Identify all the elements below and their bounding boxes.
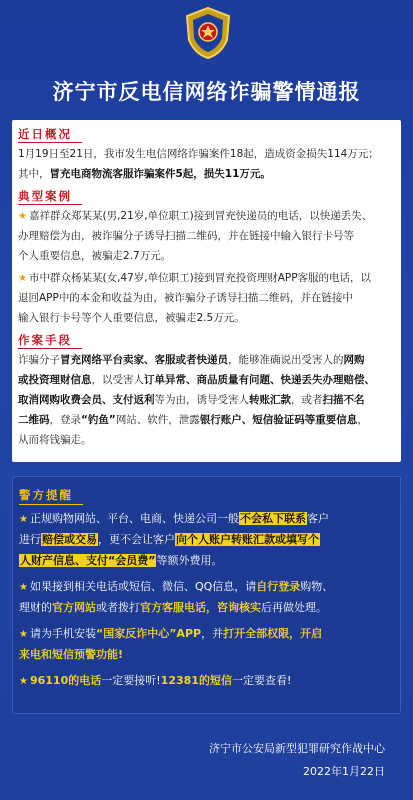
section-underline — [18, 348, 82, 349]
warning-3: ★ 请为手机安装“国家反诈中心”APP，并打开全部权限，开启 — [19, 627, 323, 640]
star-icon: ★ — [19, 514, 28, 525]
case-1-line-2: 办理赔偿为由，被诈骗分子诱导扫描二维码，并在链接中输入银行卡号等 — [18, 230, 354, 242]
case-1-line-3: 个人重要信息，被骗走2.7万元。 — [18, 250, 172, 262]
method-line-1: 诈骗分子冒充网络平台卖家、客服或者快递员，能够准确说出受害人的网购 — [18, 354, 365, 366]
method-line-4: 二维码，登录“钓鱼”网站、软件，泄露银行账户、短信验证码等重要信息， — [18, 414, 368, 426]
warning-1-line-2: 进行赔偿或交易，更不会让客户向个人账户转账汇款或填写个 — [19, 533, 319, 546]
case-1: ★ 嘉祥群众郑某某(男,21岁,单位职工)接到冒充快递员的电话，以快递丢失、 — [18, 210, 373, 222]
footer-date: 2022年1月22日 — [303, 765, 385, 778]
star-icon: ★ — [19, 676, 28, 687]
police-warning-box — [12, 476, 401, 714]
section-label-warning: 警方提醒 — [19, 488, 73, 502]
case-2-line-3: 输入银行卡号等个人重要信息，被骗走2.5万元。 — [18, 312, 245, 324]
recent-line-1: 1月19日至21日，我市发生电信网络诈骗案件18起，造成资金损失114万元； — [18, 148, 379, 160]
warning-4: ★ 96110的电话一定要接听!12381的短信一定要查看! — [19, 674, 292, 687]
method-line-3: 取消网购收费会员、支付返利等为由，诱导受害人转账汇款，或者扫描不名 — [18, 394, 365, 406]
section-label-method: 作案手段 — [18, 333, 72, 347]
star-icon: ★ — [18, 211, 27, 222]
report-card — [12, 120, 401, 462]
recent-line-2: 其中，冒充电商物流客服诈骗案件5起，损失11万元。 — [18, 168, 271, 180]
section-label-cases: 典型案例 — [18, 189, 72, 203]
police-emblem-icon — [181, 6, 235, 60]
warning-1: ★ 正规购物网站、平台、电商、快递公司一般不会私下联系客户 — [19, 512, 329, 525]
warning-3-line-2: 来电和短信预警功能! — [19, 648, 124, 661]
warning-2: ★ 如果接到相关电话或短信、微信、QQ信息，请自行登录购物、 — [19, 580, 334, 593]
warning-2-line-2: 理财的官方网站或者拨打官方客服电话，咨询核实后再做处理。 — [19, 601, 327, 614]
method-line-2: 或投资理财信息，以受害人订单异常、商品质量有问题、快递丢失办理赔偿、 — [18, 374, 375, 386]
page-title: 济宁市反电信网络诈骗警情通报 — [52, 80, 361, 104]
star-icon: ★ — [19, 582, 28, 593]
section-underline — [18, 204, 82, 205]
section-underline — [18, 142, 82, 143]
star-icon: ★ — [19, 629, 28, 640]
case-2: ★ 市中群众杨某某(女,47岁,单位职工)接到冒充投资理财APP客服的电话，以 — [18, 272, 372, 284]
warning-1-line-3: 人财产信息、支付“会员费”等额外费用。 — [20, 554, 223, 567]
section-underline — [19, 504, 83, 505]
section-label-recent: 近日概况 — [18, 127, 72, 141]
footer-organization: 济宁市公安局新型犯罪研究作战中心 — [209, 742, 385, 755]
method-line-5: 从而将钱骗走。 — [18, 434, 92, 446]
case-2-line-2: 退回APP中的本金和收益为由，被诈骗分子诱导扫描二维码，并在链接中 — [18, 292, 353, 304]
star-icon: ★ — [18, 273, 27, 284]
